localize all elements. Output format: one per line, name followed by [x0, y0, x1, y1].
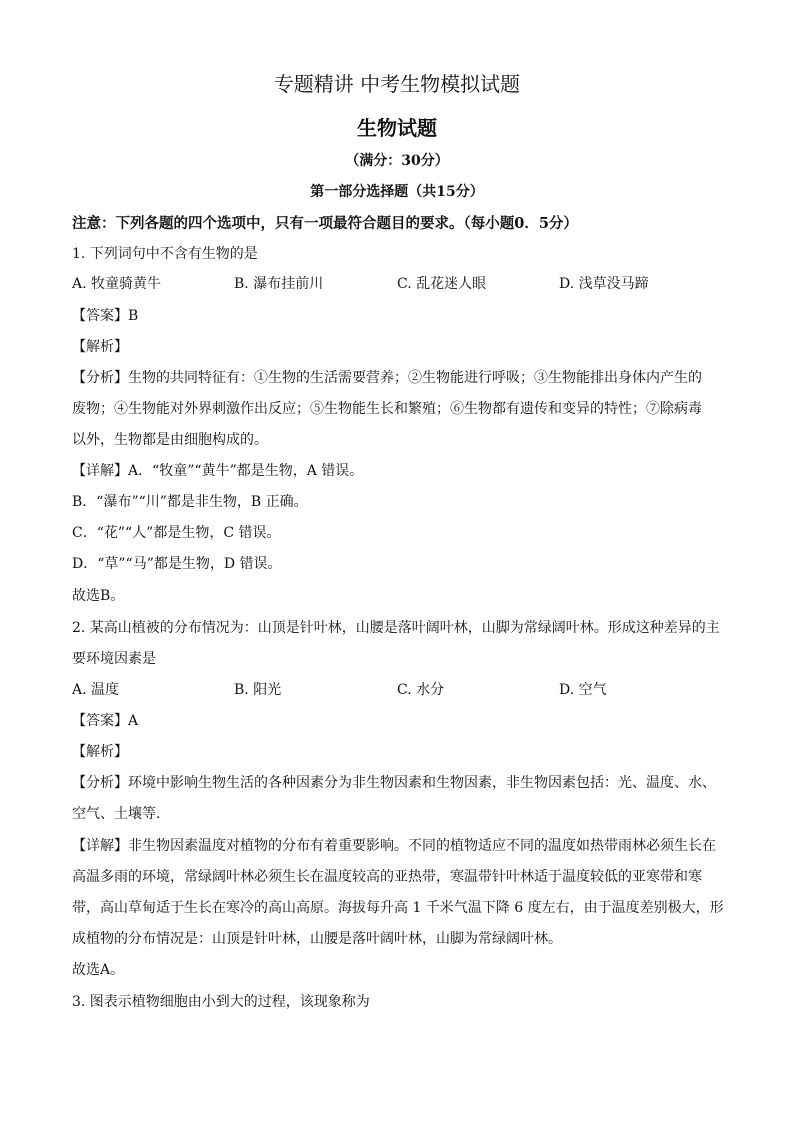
- question-2-conclusion: 故选A。: [72, 962, 125, 978]
- question-1-detail-line: B．“瀑布”“川”都是非生物，B 正确。: [72, 494, 308, 510]
- question-2-stem-line: 要环境因素是: [72, 651, 156, 667]
- question-2-analysis-label: 【解析】: [72, 744, 128, 760]
- question-2-fenxi-line: 【分析】环境中影响生物生活的各种因素分为非生物因素和生物因素，非生物因素包括：光、温度、水、: [72, 775, 716, 791]
- exam-title: 生物试题: [357, 116, 437, 140]
- question-2-detail-line: 成植物的分布情况是：山顶是针叶林，山腰是落叶阔叶林，山脚为常绿阔叶林。: [72, 931, 562, 947]
- question-1-fenxi-line: 以外，生物都是由细胞构成的。: [72, 432, 268, 448]
- instructions-note: 注意：下列各题的四个选项中，只有一项最符合题目的要求。（每小题0．5分）: [72, 215, 578, 232]
- question-2-option-b: B. 阳光: [234, 682, 282, 698]
- question-2-option-a: A. 温度: [72, 682, 120, 698]
- question-2-detail-line: 高温多雨的环境，常绿阔叶林必须生长在温度较高的亚热带，寒温带针叶林适于温度较低的亚寒带和寒: [72, 869, 702, 885]
- question-1-answer: 【答案】B: [72, 308, 139, 324]
- question-2-detail-line: 带，高山草甸适于生长在寒冷的高山高原。海拔每升高 1 千米气温下降 6 度左右，由于温度差别极大，形: [72, 900, 724, 916]
- question-2-fenxi-line: 空气、土壤等.: [72, 806, 161, 822]
- question-1-conclusion: 故选B。: [72, 588, 125, 604]
- question-2-stem-line: 2. 某高山植被的分布情况为：山顶是针叶林，山腰是落叶阔叶林，山脚为常绿阔叶林。形成这种差异的主: [72, 620, 720, 636]
- question-2-option-c: C. 水分: [397, 682, 445, 698]
- question-2-detail-line: 【详解】非生物因素温度对植物的分布有着重要影响。不同的植物适应不同的温度如热带雨林必须生长在: [72, 838, 716, 854]
- question-2-option-d: D. 空气: [559, 682, 607, 698]
- question-1-option-b: B. 瀑布挂前川: [234, 276, 324, 292]
- question-1-detail-line: C．“花”“人”都是生物，C 错误。: [72, 525, 281, 541]
- question-1-fenxi-line: 【分析】生物的共同特征有：①生物的生活需要营养；②生物能进行呼吸；③生物能排出身体内产生的: [72, 370, 702, 386]
- question-1-option-a: A. 牧童骑黄牛: [72, 276, 162, 292]
- exam-score: （满分：30分）: [345, 153, 449, 169]
- question-1-option-d: D. 浅草没马蹄: [559, 276, 649, 292]
- question-3-stem: 3. 图表示植物细胞由小到大的过程，该现象称为: [72, 994, 370, 1010]
- question-1-analysis-label: 【解析】: [72, 339, 128, 355]
- question-1-detail-line: 【详解】A．“牧童”“黄牛”都是生物，A 错误。: [72, 463, 364, 479]
- question-1-detail-line: D．“草”“马”都是生物，D 错误。: [72, 556, 282, 572]
- question-1-fenxi-line: 废物；④生物能对外界刺激作出反应；⑤生物能生长和繁殖；⑥生物都有遗传和变异的特性；⑦除病毒: [72, 401, 702, 417]
- exam-topic: 专题精讲 中考生物模拟试题: [273, 72, 521, 96]
- question-1-option-c: C. 乱花迷人眼: [397, 276, 487, 292]
- question-2-answer: 【答案】A: [72, 713, 139, 729]
- section-heading: 第一部分选择题（共15分）: [310, 184, 484, 200]
- question-1-stem: 1. 下列词句中不含有生物的是: [72, 246, 258, 262]
